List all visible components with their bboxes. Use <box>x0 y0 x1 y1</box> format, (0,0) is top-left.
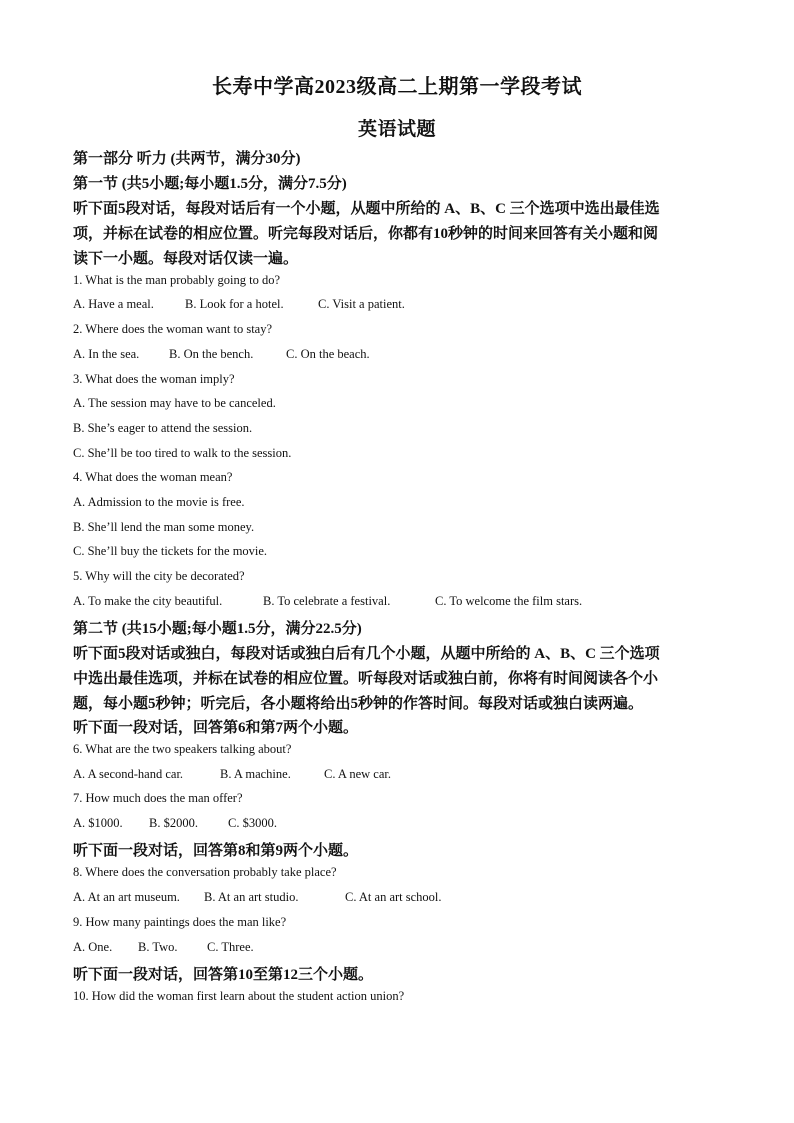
exam-subtitle: 英语试题 <box>357 119 436 140</box>
option-c: C. $3000. <box>228 816 277 830</box>
option-c: C. To welcome the film stars. <box>435 594 583 608</box>
option-b: B. Two. <box>138 940 178 954</box>
option-a: A. At an art museum. <box>73 890 180 904</box>
option-a: A. In the sea. <box>73 347 140 361</box>
group-heading-6-7: 听下面一段对话，回答第6和第7两个小题。 <box>73 720 359 736</box>
question-4-option-c: C. She’ll buy the tickets for the movie. <box>73 544 268 558</box>
exam-title: 长寿中学高2023级高二上期第一学段考试 <box>212 76 582 98</box>
group-heading-10-12: 听下面一段对话，回答第10至第12三个小题。 <box>73 967 374 983</box>
option-a: A. Have a meal. <box>73 297 154 311</box>
option-c: C. Visit a patient. <box>318 297 405 311</box>
section-2-instruction-line: 中选出最佳选项，并标在试卷的相应位置。听每段对话或独白前，你将有时间阅读各个小 <box>73 671 659 687</box>
option-a: A. A second-hand car. <box>73 767 184 781</box>
section-2-instruction-line: 听下面5段对话或独白，每段对话或独白后有几个小题，从题中所给的 A、B、C 三个选项 <box>73 646 660 662</box>
option-c: C. On the beach. <box>286 347 370 361</box>
question-3-option-a: A. The session may have to be canceled. <box>73 396 276 410</box>
question-9: 9. How many paintings does the man like? <box>73 915 287 929</box>
option-c: C. Three. <box>207 940 254 954</box>
option-b: B. $2000. <box>149 816 198 830</box>
section-1-instruction-line: 读下一小题。每段对话仅读一遍。 <box>73 251 299 267</box>
option-b: B. A machine. <box>220 767 291 781</box>
question-3: 3. What does the woman imply? <box>73 372 235 386</box>
question-1-options <box>73 297 723 312</box>
option-b: B. On the bench. <box>169 347 254 361</box>
question-7: 7. How much does the man offer? <box>73 791 243 805</box>
option-c: C. A new car. <box>324 767 392 781</box>
option-b: B. At an art studio. <box>204 890 299 904</box>
question-10: 10. How did the woman first learn about the student action union? <box>73 989 405 1003</box>
question-6: 6. What are the two speakers talking about? <box>73 742 292 756</box>
group-heading-8-9: 听下面一段对话，回答第8和第9两个小题。 <box>73 843 359 859</box>
question-5-options <box>73 594 723 609</box>
option-b: B. Look for a hotel. <box>185 297 284 311</box>
option-a: A. One. <box>73 940 113 954</box>
section-2-heading: 第二节 (共15小题;每小题1.5分，满分22.5分) <box>73 621 362 637</box>
part-heading: 第一部分 听力 (共两节，满分30分) <box>73 151 301 167</box>
question-4-option-b: B. She’ll lend the man some money. <box>73 520 255 534</box>
question-2: 2. Where does the woman want to stay? <box>73 322 273 336</box>
question-7-options <box>73 816 723 831</box>
option-c: C. At an art school. <box>345 890 442 904</box>
section-1-instruction-line: 听下面5段对话，每段对话后有一个小题，从题中所给的 A、B、C 三个选项中选出最佳选 <box>73 201 660 217</box>
option-b: B. To celebrate a festival. <box>263 594 391 608</box>
question-3-option-c: C. She’ll be too tired to walk to the session. <box>73 446 292 460</box>
question-9-options <box>73 940 723 955</box>
option-a: A. $1000. <box>73 816 123 830</box>
option-a: A. To make the city beautiful. <box>73 594 223 608</box>
section-1-instruction-line: 项，并标在试卷的相应位置。听完每段对话后，你都有10秒钟的时间来回答有关小题和阅 <box>73 226 659 242</box>
question-4-option-a: A. Admission to the movie is free. <box>73 495 245 509</box>
question-8-options <box>73 890 723 905</box>
question-3-option-b: B. She’s eager to attend the session. <box>73 421 253 435</box>
question-1: 1. What is the man probably going to do? <box>73 273 281 287</box>
question-2-options <box>73 347 723 362</box>
section-1-heading: 第一节 (共5小题;每小题1.5分，满分7.5分) <box>73 176 347 192</box>
question-8: 8. Where does the conversation probably take place? <box>73 865 337 879</box>
question-6-options <box>73 767 723 782</box>
question-5: 5. Why will the city be decorated? <box>73 569 245 583</box>
question-4: 4. What does the woman mean? <box>73 470 233 484</box>
section-2-instruction-line: 题，每小题5秒钟；听完后，各小题将给出5秒钟的作答时间。每段对话或独白读两遍。 <box>73 696 644 712</box>
